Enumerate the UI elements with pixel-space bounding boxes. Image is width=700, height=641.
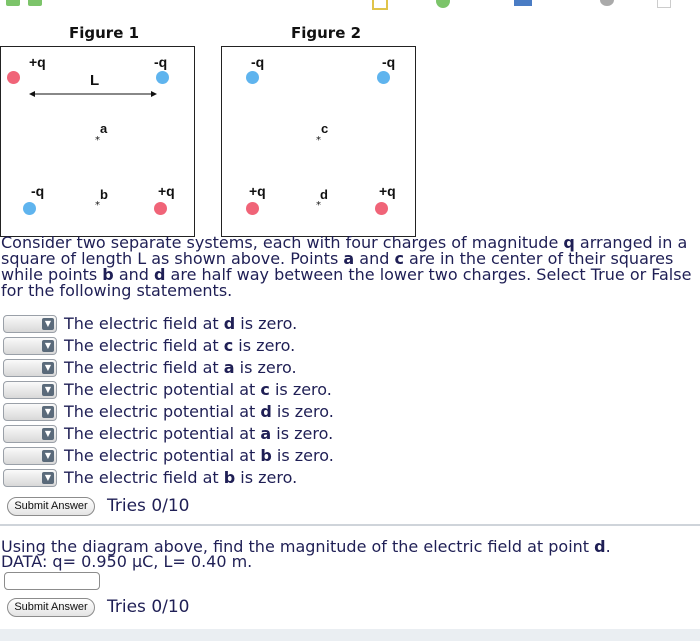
- statement-text: The electric potential at d is zero.: [64, 402, 334, 421]
- answer-input[interactable]: [4, 572, 100, 590]
- window-icon[interactable]: [657, 0, 671, 8]
- bookmark-icon[interactable]: [372, 0, 388, 10]
- point-b-marker: *: [95, 200, 100, 211]
- charge-bottom-left: -q: [31, 183, 45, 199]
- negative-charge-dot: [246, 71, 259, 84]
- point-c-label: c: [321, 121, 329, 136]
- positive-charge-dot: [246, 202, 259, 215]
- true-false-select[interactable]: [3, 359, 57, 377]
- network-icon[interactable]: [514, 0, 532, 6]
- tries-counter: Tries 0/10: [107, 496, 190, 516]
- statement-text: The electric field at d is zero.: [64, 314, 298, 333]
- chevron-down-icon: ▼: [42, 450, 54, 462]
- statement-text: The electric field at c is zero.: [64, 336, 296, 355]
- length-arrow: [29, 89, 157, 99]
- bottom-toolbar-strip: [0, 629, 700, 641]
- charge-bottom-right: +q: [158, 183, 175, 199]
- submit-answer-button[interactable]: Submit Answer: [7, 598, 95, 617]
- positive-charge-dot: [7, 71, 20, 84]
- chevron-down-icon: ▼: [42, 362, 54, 374]
- point-a-marker: *: [95, 135, 100, 146]
- figure-2-title: Figure 2: [291, 24, 362, 42]
- divider: [0, 524, 700, 526]
- statement-text: The electric field at b is zero.: [64, 468, 298, 487]
- chevron-down-icon: ▼: [42, 406, 54, 418]
- charge-bottom-right: +q: [379, 183, 396, 199]
- problem-statement: Consider two separate systems, each with four charges of magnitude q arranged in a square of length L as shown above. Points a and c are in the center of their squares while points b and d are half way between the lower two charges. Select True or False for the following statements.: [1, 233, 692, 300]
- statement-text: The electric potential at a is zero.: [64, 424, 334, 443]
- negative-charge-dot: [23, 202, 36, 215]
- submit-answer-button[interactable]: Submit Answer: [7, 497, 95, 516]
- charge-top-left: -q: [251, 54, 265, 70]
- true-false-select[interactable]: [3, 469, 57, 487]
- negative-charge-dot: [156, 71, 169, 84]
- charge-top-right: -q: [154, 54, 168, 70]
- statement-text: The electric potential at b is zero.: [64, 446, 334, 465]
- true-false-select[interactable]: [3, 381, 57, 399]
- true-false-select[interactable]: [3, 403, 57, 421]
- chevron-down-icon: ▼: [42, 318, 54, 330]
- figure-1-title: Figure 1: [69, 24, 140, 42]
- true-false-select[interactable]: [3, 315, 57, 333]
- point-d-marker: *: [316, 200, 321, 211]
- length-label: L: [90, 72, 100, 89]
- statement-text: The electric field at a is zero.: [64, 358, 297, 377]
- point-b-label: b: [100, 187, 108, 202]
- chevron-down-icon: ▼: [42, 340, 54, 352]
- positive-charge-dot: [375, 202, 388, 215]
- question-2-text: Using the diagram above, find the magnitude of the electric field at point d. DATA: q= 0.950 μC, L= 0.40 m.: [1, 537, 611, 571]
- point-a-label: a: [100, 121, 108, 136]
- negative-charge-dot: [377, 71, 390, 84]
- positive-charge-dot: [154, 202, 167, 215]
- charge-bottom-left: +q: [249, 183, 266, 199]
- refresh-icon[interactable]: [436, 0, 450, 8]
- back-arrow-icon[interactable]: [6, 0, 20, 6]
- browser-toolbar-strip: [0, 0, 700, 10]
- chevron-down-icon: ▼: [42, 384, 54, 396]
- charge-top-left: +q: [29, 54, 46, 70]
- chevron-down-icon: ▼: [42, 428, 54, 440]
- forward-arrow-icon[interactable]: [28, 0, 42, 6]
- point-d-label: d: [320, 187, 328, 202]
- figure-2-box: [221, 46, 416, 237]
- disk-icon[interactable]: [600, 0, 614, 6]
- statement-text: The electric potential at c is zero.: [64, 380, 332, 399]
- true-false-select[interactable]: [3, 447, 57, 465]
- true-false-select[interactable]: [3, 337, 57, 355]
- figure-1-box: [0, 46, 195, 237]
- charge-top-right: -q: [382, 54, 396, 70]
- chevron-down-icon: ▼: [42, 472, 54, 484]
- true-false-select[interactable]: [3, 425, 57, 443]
- point-c-marker: *: [316, 135, 321, 146]
- tries-counter: Tries 0/10: [107, 597, 190, 617]
